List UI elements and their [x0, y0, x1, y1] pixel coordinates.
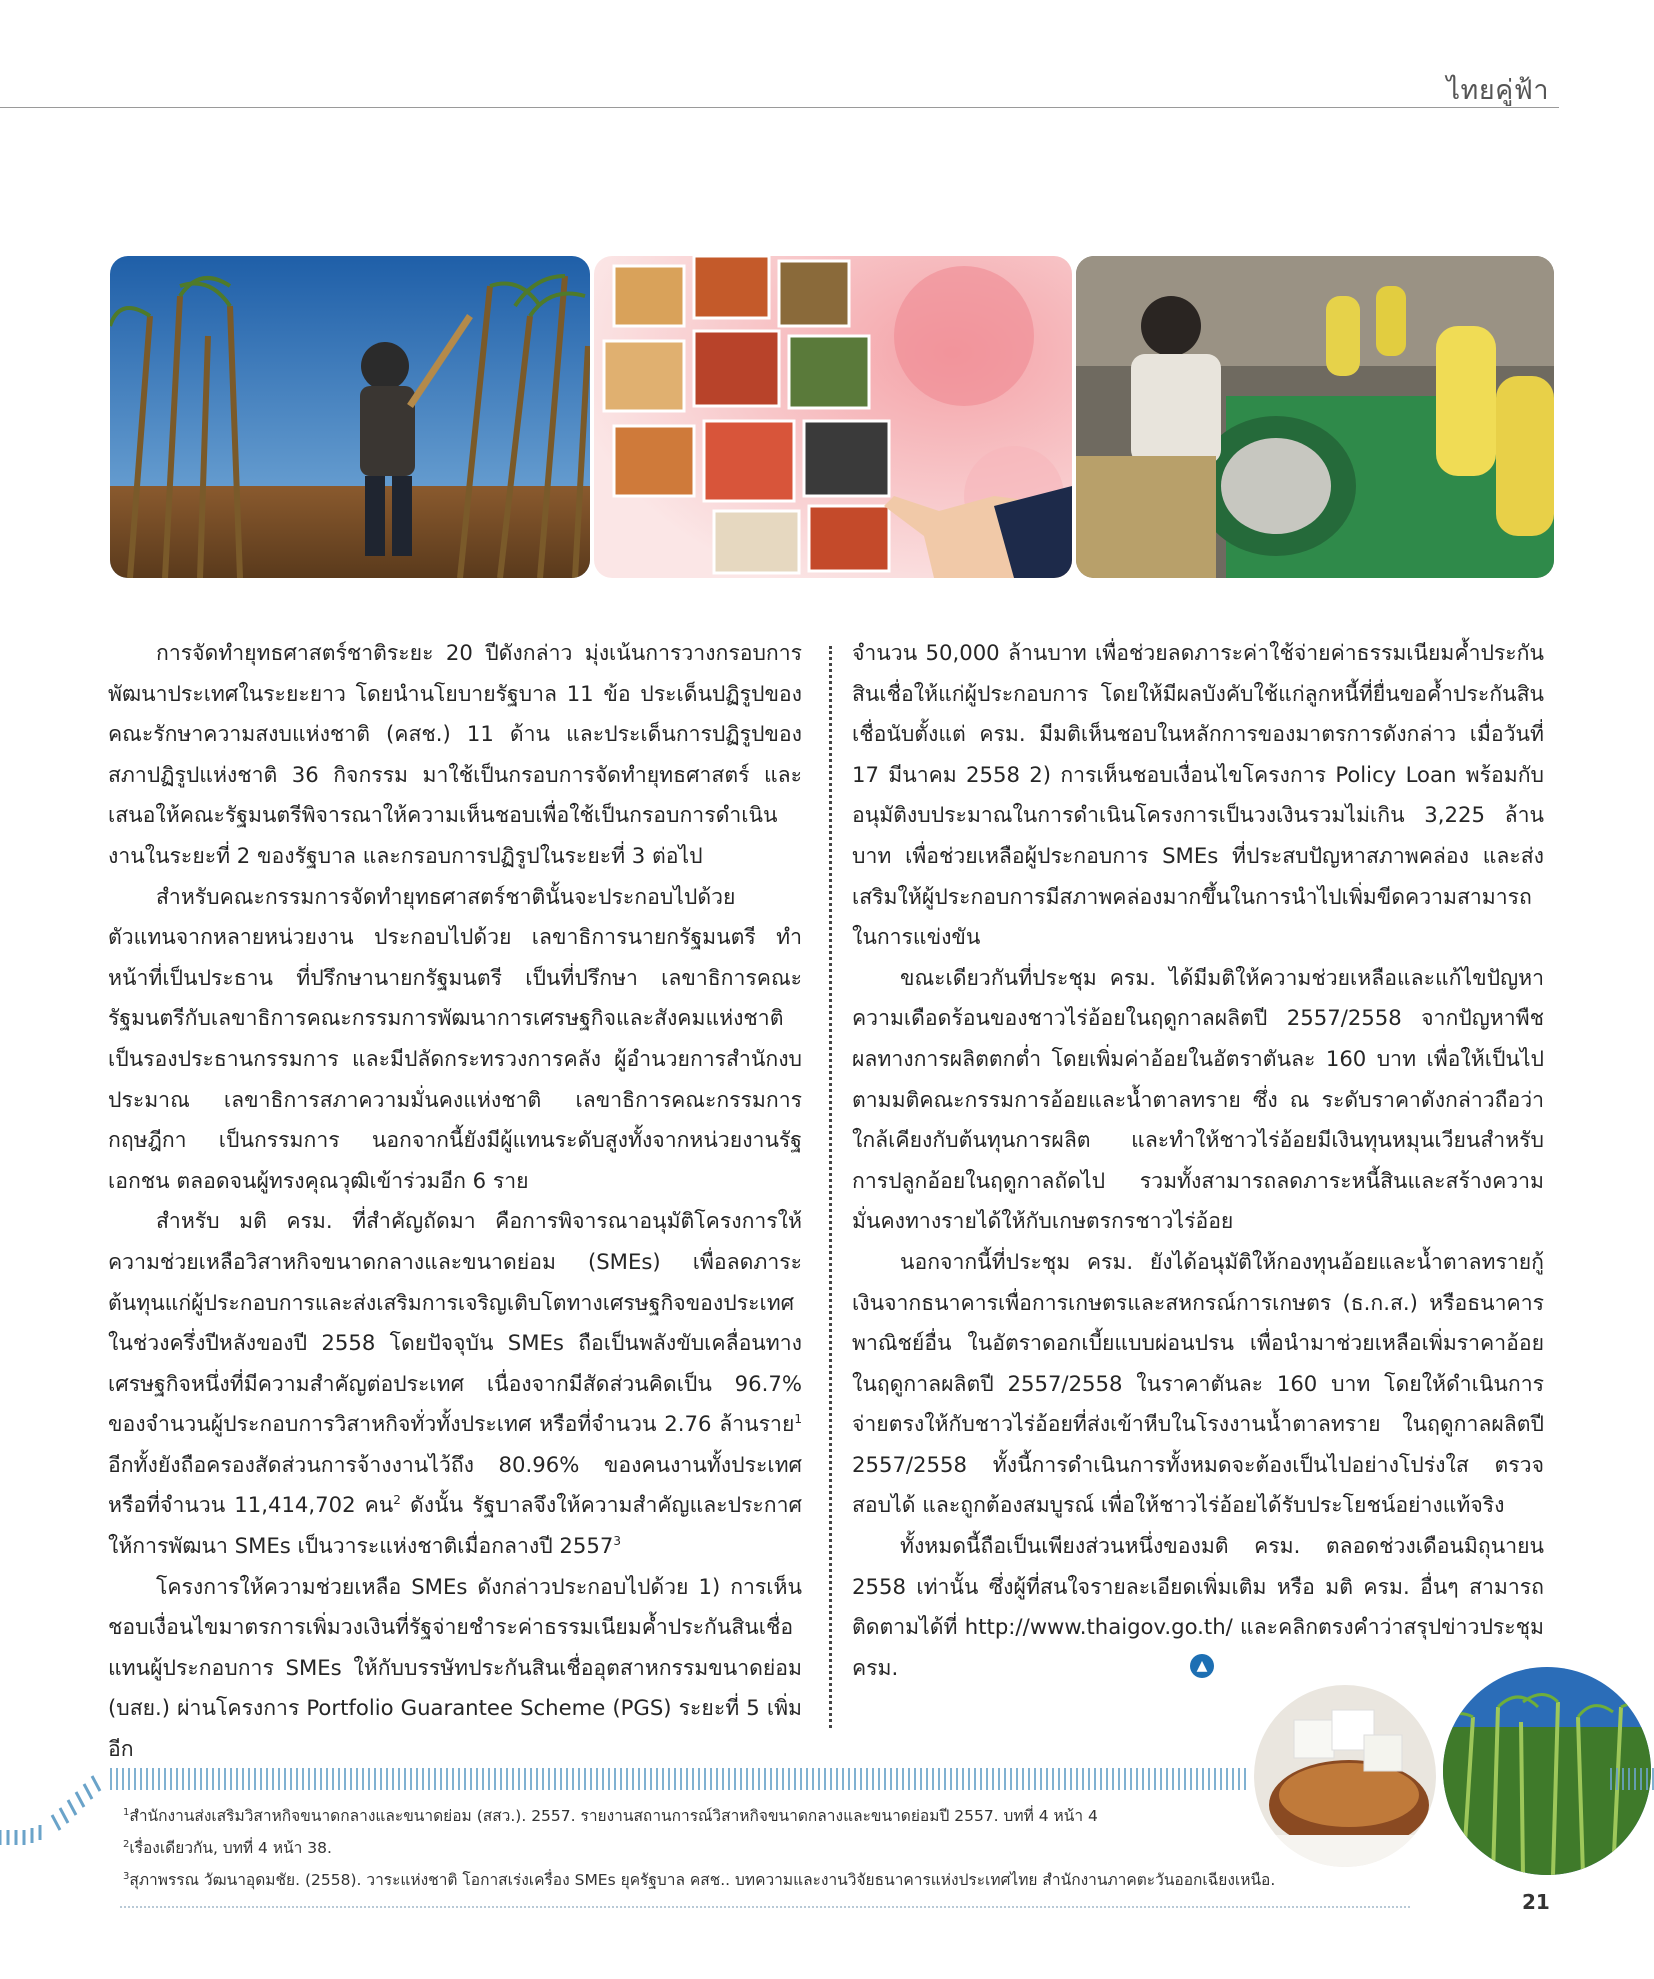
- footnote-ref-3: 3: [613, 1534, 621, 1548]
- left-paragraph-3-part3: ดังนั้น รัฐบาลจึงให้ความสำคัญและประกาศให้การพัฒนา SMEs เป็นวาระแห่งชาติเมื่อกลางปี 2557: [108, 1492, 802, 1559]
- left-paragraph-3-part2: อีกทั้งยังถือครองสัดส่วนการจ้างงานไว้ถึง 80.96% ของคนงานทั้งประเทศ หรือที่จำนวน 11,414,702 คน: [108, 1451, 802, 1518]
- right-paragraph-1: จำนวน 50,000 ล้านบาท เพื่อช่วยลดภาระค่าใช้จ่ายค่าธรรมเนียมค้ำประกันสินเชื่อให้แก่ผู้ประกอบการ โดยให้มีผลบังคับใช้แก่ลูกหนี้ที่ยื่นขอค้ำประกันสินเชื่อนับตั้งแต่ ครม. มีมติเห็นชอบในหลักการของมาตรการดังกล่าว เมื่อวันที่ 17 มีนาคม 2558 2) การเห็นชอบเงื่อนไขโครงการ Policy Loan พร้อมกับอนุมัติงบประมาณในการดำเนินโครงการเป็นวงเงินรวมไม่เกิน 3,225 ล้านบาท เพื่อช่วยเหลือผู้ประกอบการ SMEs ที่ประสบปัญหาสภาพคล่อง และส่งเสริมให้ผู้ประกอบการมีสภาพคล่องมากขึ้นในการนำไปเพิ่มขีดความสามารถในการแข่งขัน: [852, 640, 1544, 950]
- page-number: 21: [1522, 1890, 1550, 1914]
- article-end-icon: ▲: [1190, 1654, 1214, 1678]
- left-paragraph-3-text: สำหรับ มติ ครม. ที่สำคัญถัดมา คือการพิจารณาอนุมัติโครงการให้ความช่วยเหลือวิสาหกิจขนาดกลางและขนาดย่อม (SMEs) เพื่อลดภาระต้นทุนแก่ผู้ประกอบการและส่งเสริมการเจริญเติบโตทางเศรษฐกิจของประเทศในช่วงครึ่งปีหลังของปี 2558 โดยปัจจุบัน SMEs ถือเป็นพลังขับเคลื่อนทางเศรษฐกิจหนึ่งที่มีความสำคัญต่อประเทศ เนื่องจากมีสัดส่วนคิดเป็น 96.7% ของจำนวนผู้ประกอบการวิสาหกิจทั่วทั้งประเทศ หรือที่จำนวน 2.76 ล้านราย: [108, 1208, 802, 1437]
- column-divider: [829, 646, 832, 1728]
- left-paragraph-1: การจัดทำยุทธศาสตร์ชาติระยะ 20 ปีดังกล่าว มุ่งเน้นการวางกรอบการพัฒนาประเทศในระยะยาว โดยนำนโยบายรัฐบาล 11 ข้อ ประเด็นปฏิรูปของคณะรักษาความสงบแห่งชาติ (คสช.) 11 ด้าน และประเด็นการปฏิรูปของสภาปฏิรูปแห่งชาติ 36 กิจกรรม มาใช้เป็นกรอบการจัดทำยุทธศาสตร์ และเสนอให้คณะรัฐมนตรีพิจารณาให้ความเห็นชอบเพื่อใช้เป็นกรอบการดำเนินงานในระยะที่ 2 ของรัฐบาล และกรอบการปฏิรูปในระยะที่ 3 ต่อไป: [108, 640, 802, 868]
- right-text-column: [852, 633, 1544, 1688]
- decorative-barcode-strip: [110, 1768, 1250, 1790]
- masthead-title: ไทยคู่ฟ้า: [1446, 75, 1549, 106]
- left-paragraph-4: โครงการให้ความช่วยเหลือ SMEs ดังกล่าวประกอบไปด้วย 1) การเห็นชอบเงื่อนไขมาตรการเพิ่มวงเงินที่รัฐจ่ายชำระค่าธรรมเนียมค้ำประกันสินเชื่อแทนผู้ประกอบการ SMEs ให้กับบรรษัทประกันสินเชื่ออุตสาหกรรมขนาดย่อม (บสย.) ผ่านโครงการ Portfolio Guarantee Scheme (PGS) ระยะที่ 5 เพิ่มอีก: [108, 1573, 802, 1762]
- footnote-3: $^3$สุภาพรรณ วัฒนาอุดมชัย. (2558). วาระแห่งชาติ โอกาสเร่งเครื่อง SMEs ยุครัฐบาล คสช.. บทความและงานวิจัยธนาคารแห่งประเทศไทย สำนักงานภาคตะวันออกเฉียงเหนือ.: [123, 1870, 1276, 1889]
- decorative-arrow-icon: [0, 1770, 120, 1850]
- left-paragraph-2: สำหรับคณะกรรมการจัดทำยุทธศาสตร์ชาตินั้นจะประกอบไปด้วยตัวแทนจากหลายหน่วยงาน ประกอบไปด้วย เลขาธิการนายกรัฐมนตรี ทำหน้าที่เป็นประธาน ที่ปรึกษานายกรัฐมนตรี เป็นที่ปรึกษา เลขาธิการคณะรัฐมนตรีกับเลขาธิการคณะกรรมการพัฒนาการเศรษฐกิจและสังคมแห่งชาติ เป็นรองประธานกรรมการ และมีปลัดกระทรวงการคลัง ผู้อำนวยการสำนักงบประมาณ เลขาธิการสภาความมั่นคงแห่งชาติ เลขาธิการคณะกรรมการกฤษฎีกา เป็นกรรมการ นอกจากนี้ยังมีผู้แทนระดับสูงทั้งจากหน่วยงานรัฐ เอกชน ตลอดจนผู้ทรงคุณวุฒิเข้าร่วมอีก 6 ราย: [108, 883, 802, 1193]
- footnote-2: $^2$เรื่องเดียวกัน, บทที่ 4 หน้า 38.: [123, 1838, 332, 1857]
- header-rule: [0, 107, 1559, 108]
- sugarcane-farmer-photo: [110, 256, 590, 578]
- footnote-ref-1: 1: [794, 1412, 802, 1427]
- textile-factory-photo: [1076, 256, 1554, 578]
- footer-rule: [120, 1906, 1410, 1908]
- food-screens-photo: [594, 256, 1072, 578]
- right-paragraph-3: นอกจากนี้ที่ประชุม ครม. ยังได้อนุมัติให้กองทุนอ้อยและน้ำตาลทรายกู้เงินจากธนาคารเพื่อการเกษตรและสหกรณ์การเกษตร (ธ.ก.ส.) หรือธนาคารพาณิชย์อื่น ในอัตราดอกเบี้ยแบบผ่อนปรน เพื่อนำมาช่วยเหลือเพิ่มราคาอ้อยในฤดูกาลผลิตปี 2557/2558 ในราคาตันละ 160 บาท โดยให้ดำเนินการจ่ายตรงให้กับชาวไร่อ้อยที่ส่งเข้าหีบในโรงงานน้ำตาลทราย ในฤดูกาลผลิตปี 2557/2558 ทั้งนี้การดำเนินการทั้งหมดจะต้องเป็นไปอย่างโปร่งใส ตรวจสอบได้ และถูกต้องสมบูรณ์ เพื่อให้ชาวไร่อ้อยได้รับประโยชน์อย่างแท้จริง: [852, 1248, 1544, 1518]
- left-paragraph-3: [108, 1201, 802, 1566]
- right-paragraph-2: ขณะเดียวกันที่ประชุม ครม. ได้มีมติให้ความช่วยเหลือและแก้ไขปัญหาความเดือดร้อนของชาวไร่อ้อยในฤดูกาลผลิตปี 2557/2558 จากปัญหาพืชผลทางการผลิตตกต่ำ โดยเพิ่มค่าอ้อยในอัตราตันละ 160 บาท เพื่อให้เป็นไปตามมติคณะกรรมการอ้อยและน้ำตาลทราย ซึ่ง ณ ระดับราคาดังกล่าวถือว่าใกล้เคียงกับต้นทุนการผลิต และทำให้ชาวไร่อ้อยมีเงินทุนหมุนเวียนสำหรับการปลูกอ้อยในฤดูกาลถัดไป รวมทั้งสามารถลดภาระหนี้สินและสร้างความมั่นคงทางรายได้ให้กับเกษตรกรชาวไร่อ้อย: [852, 964, 1544, 1234]
- decorative-barcode-strip-right: [1610, 1768, 1654, 1790]
- right-paragraph-4: ทั้งหมดนี้ถือเป็นเพียงส่วนหนึ่งของมติ ครม. ตลอดช่วงเดือนมิถุนายน 2558 เท่านั้น ซึ่งผู้ที่สนใจรายละเอียดเพิ่มเติม หรือ มติ ครม. อื่นๆ สามารถติดตามได้ที่ http://www.thaigov.go.th/ และคลิกตรงคำว่าสรุปข่าวประชุม ครม.: [852, 1533, 1544, 1680]
- footnote-1: $^1$สำนักงานส่งเสริมวิสาหกิจขนาดกลางและขนาดย่อม (สสว.). 2557. รายงานสถานการณ์วิสาหกิจขนาดกลางและขนาดย่อมปี 2557. บทที่ 4 หน้า 4: [123, 1806, 1098, 1825]
- footnote-ref-2: 2: [393, 1493, 401, 1508]
- left-text-column: [108, 633, 802, 1770]
- footnotes: [123, 1800, 1453, 1896]
